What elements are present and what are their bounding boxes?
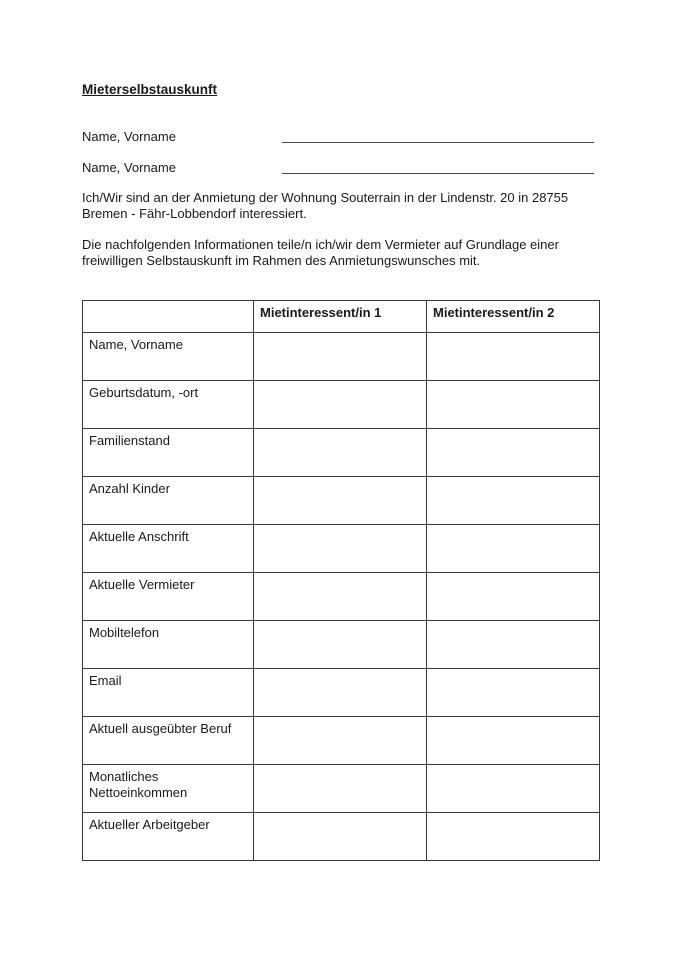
applicant-1-cell — [254, 765, 427, 813]
row-label: Email — [83, 669, 254, 717]
applicant-2-cell — [427, 669, 600, 717]
table-row — [83, 717, 600, 765]
applicant-1-cell — [254, 333, 427, 381]
applicant-1-cell — [254, 669, 427, 717]
applicant-2-cell — [427, 525, 600, 573]
applicant-2-cell — [427, 717, 600, 765]
table-row — [83, 333, 600, 381]
applicant-1-cell — [254, 573, 427, 621]
name-field-label-1: Name, Vorname — [82, 129, 176, 144]
table-row — [83, 765, 600, 813]
document-title: Mieterselbstauskunft — [82, 82, 218, 97]
applicant-2-cell — [427, 813, 600, 861]
applicant-1-cell — [254, 477, 427, 525]
applicant-2-cell — [427, 477, 600, 525]
table-row — [83, 813, 600, 861]
header-applicant-2: Mietinteressent/in 2 — [427, 301, 600, 333]
name-fill-line-1 — [282, 142, 594, 143]
header-blank-cell — [83, 301, 254, 333]
row-label: Geburtsdatum, -ort — [83, 381, 254, 429]
intro-paragraph: Ich/Wir sind an der Anmietung der Wohnung Souterrain in der Lindenstr. 20 in 28755 Bremen - Fähr-Lobbendorf interessiert. — [82, 190, 569, 221]
row-label: Aktuell ausgeübter Beruf — [83, 717, 254, 765]
row-label: Familienstand — [83, 429, 254, 477]
table-row — [83, 669, 600, 717]
table-header-row — [83, 301, 600, 333]
header-applicant-1: Mietinteressent/in 1 — [254, 301, 427, 333]
row-label: Aktuelle Vermieter — [83, 573, 254, 621]
applicant-2-cell — [427, 333, 600, 381]
applicant-2-cell — [427, 573, 600, 621]
name-field-label-2: Name, Vorname — [82, 160, 176, 175]
row-label: Mobiltelefon — [83, 621, 254, 669]
applicant-1-cell — [254, 525, 427, 573]
row-label: Monatliches Nettoeinkommen — [83, 765, 254, 813]
applicant-info-table — [82, 300, 600, 861]
table-row — [83, 429, 600, 477]
applicant-2-cell — [427, 381, 600, 429]
table-row — [83, 621, 600, 669]
applicant-1-cell — [254, 813, 427, 861]
row-label: Name, Vorname — [83, 333, 254, 381]
applicant-2-cell — [427, 429, 600, 477]
table-row — [83, 381, 600, 429]
applicant-1-cell — [254, 621, 427, 669]
row-label: Aktuelle Anschrift — [83, 525, 254, 573]
applicant-1-cell — [254, 381, 427, 429]
applicant-2-cell — [427, 621, 600, 669]
row-label: Aktueller Arbeitgeber — [83, 813, 254, 861]
applicant-1-cell — [254, 429, 427, 477]
applicant-1-cell — [254, 717, 427, 765]
table-row — [83, 573, 600, 621]
table-row — [83, 477, 600, 525]
table-row — [83, 525, 600, 573]
applicant-2-cell — [427, 765, 600, 813]
name-fill-line-2 — [282, 173, 594, 174]
row-label: Anzahl Kinder — [83, 477, 254, 525]
disclosure-paragraph: Die nachfolgenden Informationen teile/n ich/wir dem Vermieter auf Grundlage einer freiwilligen Selbstauskunft im Rahmen des Anmietungswunsches mit. — [82, 237, 559, 268]
